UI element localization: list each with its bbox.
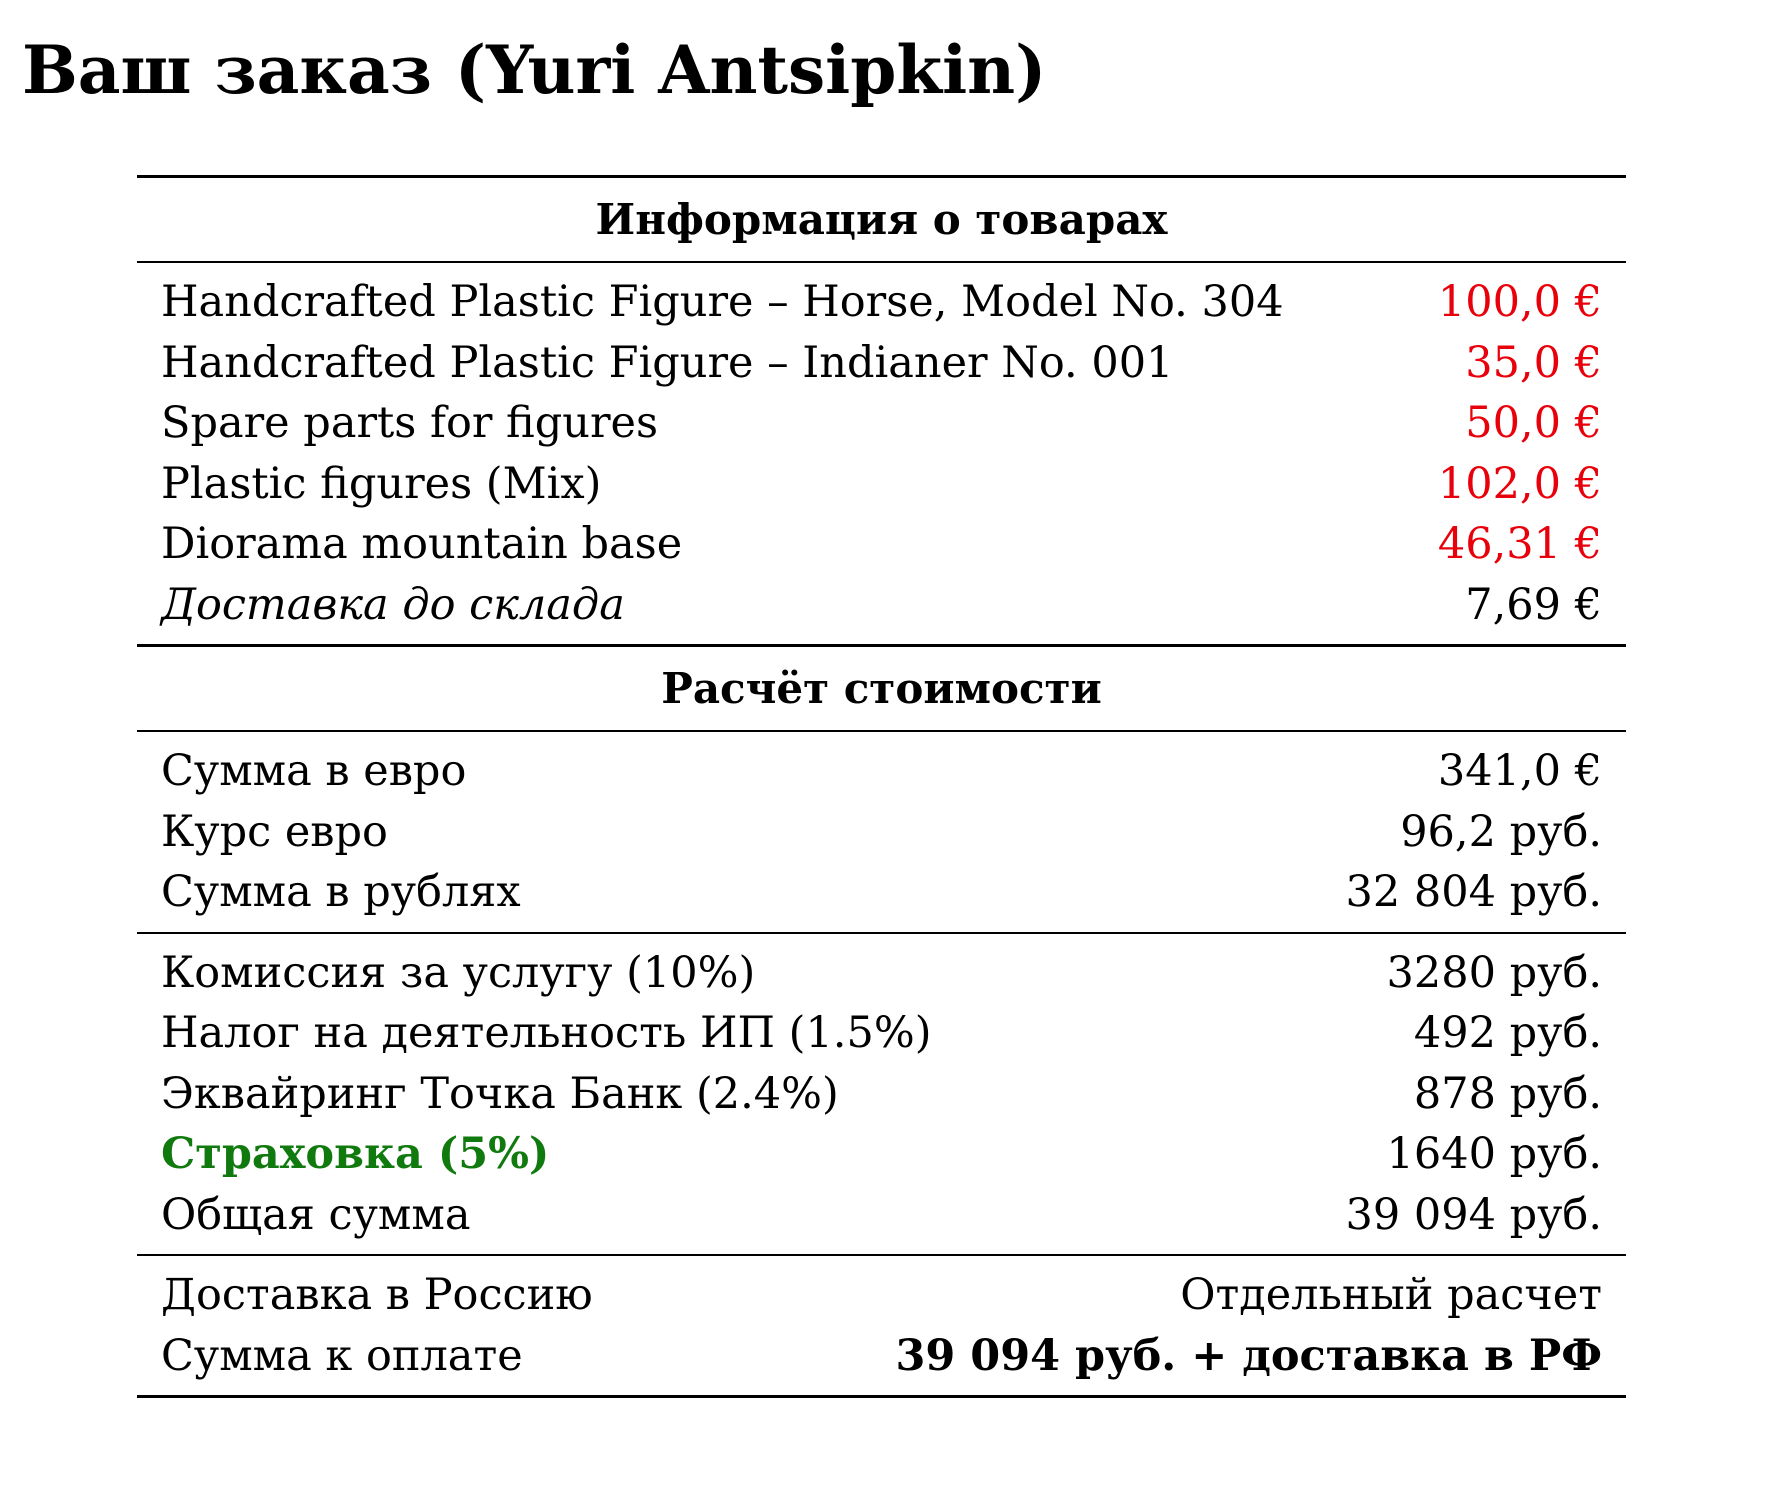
product-price: 100,0 €	[1437, 277, 1602, 328]
table-bottom-rule	[137, 1395, 1626, 1398]
ruble-sum-row	[161, 862, 1602, 923]
product-name: Plastic figures (Mix)	[161, 458, 602, 509]
russia-delivery-row	[161, 1265, 1602, 1326]
insurance-row	[161, 1124, 1602, 1185]
acquiring-row	[161, 1064, 1602, 1125]
amount-due-label: Сумма к оплате	[161, 1330, 523, 1381]
exchange-rate-row	[161, 802, 1602, 863]
service-fee-row	[161, 943, 1602, 1004]
insurance-label: Страховка (5%)	[161, 1129, 550, 1180]
russia-delivery-label: Доставка в Россию	[161, 1270, 593, 1321]
total-row	[161, 1185, 1602, 1246]
product-row	[161, 393, 1602, 454]
total-label: Общая сумма	[161, 1189, 471, 1240]
tax-label: Налог на деятельность ИП (1.5%)	[161, 1008, 932, 1059]
fees-list	[137, 934, 1626, 1255]
warehouse-shipping-row	[161, 575, 1602, 636]
product-price: 35,0 €	[1465, 337, 1602, 388]
product-price: 50,0 €	[1465, 398, 1602, 449]
russia-delivery-value: Отдельный расчет	[1180, 1270, 1602, 1321]
product-price: 46,31 €	[1437, 519, 1602, 570]
warehouse-shipping-value: 7,69 €	[1465, 579, 1602, 630]
tax-row	[161, 1003, 1602, 1064]
page-title: Ваш заказ (Yuri Antsipkin)	[22, 31, 1047, 109]
service-fee-value: 3280 руб.	[1386, 947, 1602, 998]
exchange-rate-label: Курс евро	[161, 806, 388, 857]
product-row	[161, 514, 1602, 575]
calculation-section-title: Расчёт стоимости	[661, 664, 1102, 713]
amount-due-row	[161, 1326, 1602, 1387]
product-name: Spare parts for figures	[161, 398, 659, 449]
final-list	[137, 1256, 1626, 1395]
insurance-value: 1640 руб.	[1386, 1129, 1602, 1180]
products-section-title: Информация о товарах	[595, 195, 1168, 244]
ruble-sum-label: Сумма в рублях	[161, 867, 521, 918]
euro-sum-label: Сумма в евро	[161, 746, 467, 797]
acquiring-value: 878 руб.	[1413, 1068, 1602, 1119]
product-name: Diorama mountain base	[161, 519, 683, 570]
ruble-sum-value: 32 804 руб.	[1345, 867, 1602, 918]
amount-due-value: 39 094 руб. + доставка в РФ	[895, 1330, 1602, 1381]
products-list	[137, 263, 1626, 644]
product-row	[161, 454, 1602, 515]
conversion-list	[137, 732, 1626, 932]
product-row	[161, 272, 1602, 333]
warehouse-shipping-label: Доставка до склада	[161, 579, 625, 630]
total-value: 39 094 руб.	[1345, 1189, 1602, 1240]
product-name: Handcrafted Plastic Figure – Indianer No. 001	[161, 337, 1174, 388]
product-name: Handcrafted Plastic Figure – Horse, Model No. 304	[161, 277, 1284, 328]
service-fee-label: Комиссия за услугу (10%)	[161, 947, 756, 998]
product-row	[161, 333, 1602, 394]
exchange-rate-value: 96,2 руб.	[1400, 806, 1602, 857]
product-price: 102,0 €	[1437, 458, 1602, 509]
acquiring-label: Эквайринг Точка Банк (2.4%)	[161, 1068, 839, 1119]
order-summary-table	[137, 175, 1626, 1398]
euro-sum-value: 341,0 €	[1437, 746, 1602, 797]
euro-sum-row	[161, 741, 1602, 802]
tax-value: 492 руб.	[1413, 1008, 1602, 1059]
